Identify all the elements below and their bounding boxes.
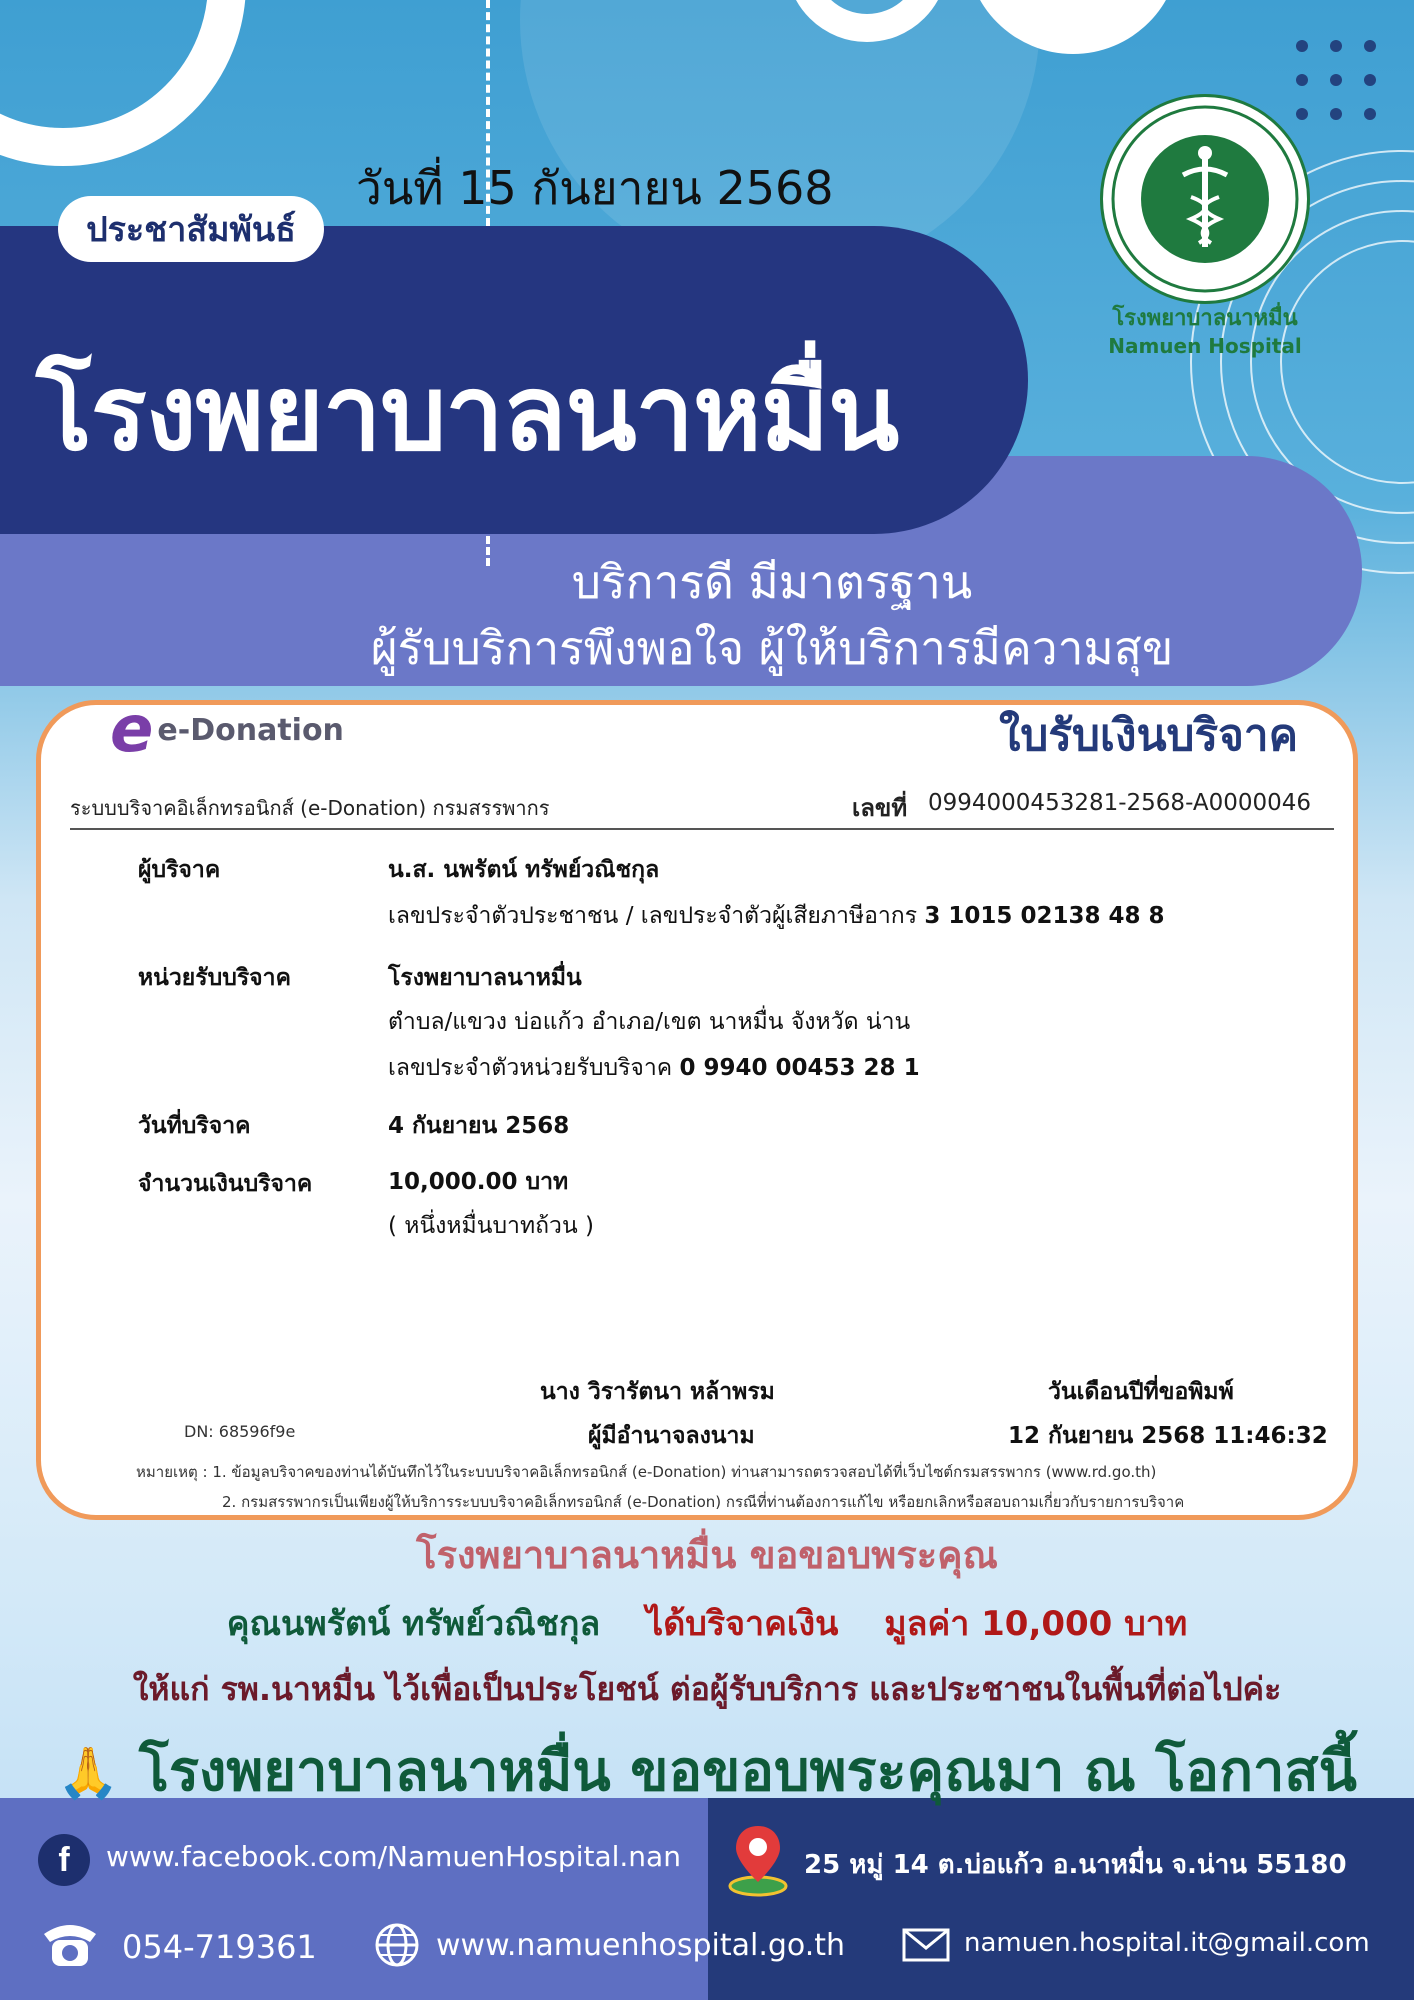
decor-ring-top-left	[0, 0, 246, 166]
donation-summary	[0, 1596, 1414, 1650]
website-link[interactable]: www.namuenhospital.go.th	[436, 1928, 846, 1963]
thanks-purpose: ให้แก่ รพ.นาหมื่น ไว้เพื่อเป็นประโยชน์ ต่อผู้รับบริการ และประชาชนในพื้นที่ต่อไปค่ะ	[132, 1670, 1282, 1708]
donor-id-label	[388, 898, 1164, 934]
edonation-e-icon: e	[110, 693, 154, 767]
tagline-2: ผู้รับบริการพึงพอใจ ผู้ให้บริการมีความสุข	[370, 621, 1174, 675]
donor-id: 3 1015 02138 48 8	[924, 903, 1165, 929]
announcement-date: วันที่ 15 กันยายน 2568	[356, 161, 834, 215]
receipt-title: ใบรับเงินบริจาค	[998, 710, 1298, 761]
document-number: DN: 68596f9e	[184, 1422, 296, 1441]
receipt-number: 0994000453281-2568-A0000046	[928, 790, 1312, 816]
thanks-heading: โรงพยาบาลนาหมื่น ขอขอบพระคุณ	[416, 1533, 998, 1577]
unit-name: โรงพยาบาลนาหมื่น	[388, 965, 582, 991]
praying-hands-icon: 🙏	[57, 1744, 120, 1802]
pr-badge: ประชาสัมพันธ์	[58, 196, 324, 262]
facebook-link[interactable]: www.facebook.com/NamuenHospital.nan	[106, 1840, 681, 1873]
caduceus-icon	[1103, 97, 1307, 301]
footer-right-panel	[708, 1798, 1414, 2000]
amount-words: ( หนึ่งหมื่นบาทถ้วน )	[388, 1213, 594, 1239]
donation-amount: มูลค่า 10,000 บาท	[884, 1604, 1188, 1644]
amount-label: จำนวนเงินบริจาค	[138, 1171, 313, 1197]
page-title: โรงพยาบาลนาหมื่น	[36, 352, 899, 474]
print-date-label: วันเดือนปีที่ขอพิมพ์	[1048, 1379, 1234, 1405]
donor-id-caption: เลขประจำตัวประชาชน / เลขประจำตัวผู้เสียภาษีอากร	[388, 903, 918, 929]
unit-id-caption: เลขประจำตัวหน่วยรับบริจาค	[388, 1055, 673, 1081]
signer-name: นาง วิรารัตนา หล้าพรม	[540, 1379, 775, 1405]
unit-id: 0 9940 00453 28 1	[679, 1055, 920, 1081]
edonation-logo	[110, 693, 344, 767]
hospital-address: 25 หมู่ 14 ต.บ่อแก้ว อ.นาหมื่น จ.น่าน 55180	[804, 1850, 1347, 1880]
unit-address: ตำบล/แขวง บ่อแก้ว อำเภอ/เขต นาหมื่น จังหวัด น่าน	[388, 1009, 911, 1035]
location-pin-icon	[726, 1822, 790, 1902]
thanks-closing-text: โรงพยาบาลนาหมื่น ขอขอบพระคุณมา ณ โอกาสนี้	[138, 1739, 1357, 1804]
logo-hospital-name-th: โรงพยาบาลนาหมื่น	[1112, 306, 1298, 331]
globe-icon	[374, 1922, 420, 1972]
decor-dots	[1296, 40, 1376, 120]
footer-left-panel	[0, 1798, 708, 2000]
ministry-logo	[1100, 94, 1310, 304]
signer-role: ผู้มีอำนาจลงนาม	[588, 1423, 755, 1449]
receipt-note-1: หมายเหตุ : 1. ข้อมูลบริจาคของท่านได้บันทึกไว้ในระบบบริจาคอิเล็กทรอนิกส์ (e-Donation) ท่านสามารถตรวจสอบได้ที่เว็บไซต์กรมสรรพากร (www.rd.go.th)	[136, 1463, 1157, 1481]
unit-id-row	[388, 1050, 920, 1086]
donor-thanks-name: คุณนพรัตน์ ทรัพย์วณิชกุล	[226, 1604, 601, 1644]
tagline-1: บริการดี มีมาตรฐาน	[571, 555, 973, 609]
thanks-closing	[0, 1726, 1414, 1815]
email-link[interactable]: namuen.hospital.it@gmail.com	[964, 1928, 1370, 1958]
donor-label: ผู้บริจาค	[138, 857, 221, 883]
donation-date: 4 กันยายน 2568	[388, 1113, 570, 1139]
donated-text: ได้บริจาคเงิน	[646, 1604, 839, 1644]
mail-icon	[902, 1928, 950, 1966]
donor-name: น.ส. นพรัตน์ ทรัพย์วณิชกุล	[388, 857, 660, 883]
receipt-note-2: 2. กรมสรรพากรเป็นเพียงผู้ให้บริการระบบบริจาคอิเล็กทรอนิกส์ (e-Donation) กรณีที่ท่านต้องการแก้ไข หรือยกเลิกหรือสอบถามเกี่ยวกับรายการบริจาค	[222, 1493, 1185, 1511]
unit-label: หน่วยรับบริจาค	[138, 965, 291, 991]
phone-number[interactable]: 054-719361	[122, 1928, 317, 1966]
logo-hospital-name-en: Namuen Hospital	[1108, 334, 1302, 358]
donation-date-label: วันที่บริจาค	[138, 1113, 251, 1139]
edonation-brand: e-Donation	[157, 712, 344, 748]
phone-icon	[38, 1918, 102, 1974]
facebook-icon[interactable]: f	[38, 1834, 90, 1886]
amount-value: 10,000.00 บาท	[388, 1169, 569, 1195]
receipt-divider	[70, 828, 1334, 830]
print-date: 12 กันยายน 2568 11:46:32	[1008, 1423, 1328, 1449]
receipt-system-label: ระบบบริจาคอิเล็กทรอนิกส์ (e-Donation) กรมสรรพากร	[70, 796, 550, 820]
receipt-number-label: เลขที่	[852, 794, 908, 822]
